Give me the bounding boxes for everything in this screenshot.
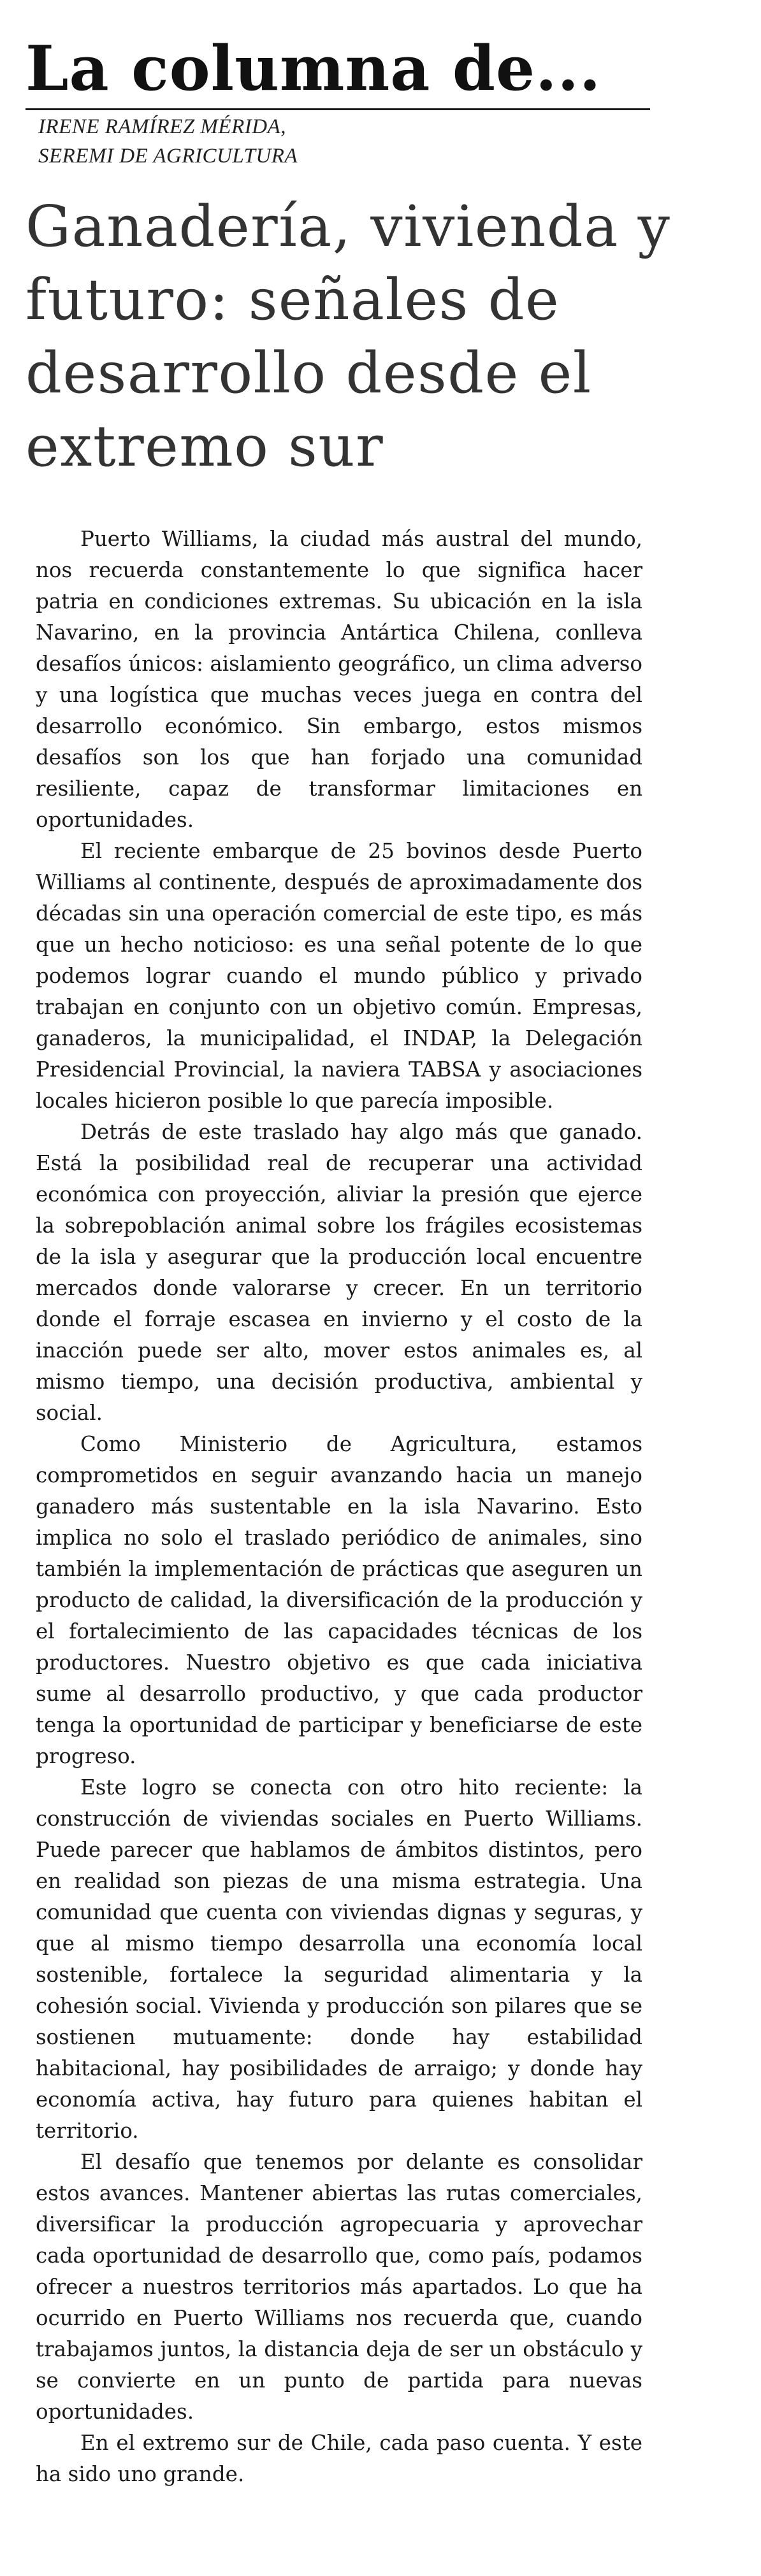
- author-role: SEREMI DE AGRICULTURA: [38, 145, 298, 168]
- title-rule: [25, 108, 650, 110]
- article-body: [36, 524, 642, 2490]
- author-name: IRENE RAMÍREZ MÉRIDA,: [38, 115, 286, 138]
- article-paragraph-6: El desafío que tenemos por delante es consolidar estos avances. Mantener abiertas las rutas comerciales, diversificar la producción agropecuaria y aprovechar cada oportunidad de desarrollo que, como país, podamos ofrecer a nuestros territorios más apartados. Lo que ha ocurrido en Puerto Williams nos recuerda que, cuando trabajamos juntos, la distancia deja de ser un obstáculo y se convierte en un punto de partida para nuevas oportunidades.: [36, 2150, 642, 2424]
- article-paragraph-7: En el extremo sur de Chile, cada paso cuenta. Y este ha sido uno grande.: [36, 2431, 642, 2486]
- section-title: La columna de...: [25, 32, 602, 104]
- article-paragraph-1: Puerto Williams, la ciudad más austral del mundo, nos recuerda constantemente lo que significa hacer patria en condiciones extremas. Su ubicación en la isla Navarino, en la provincia Antártica Chilena, conlleva desafíos únicos: aislamiento geográfico, un clima adverso y una logística que muchas veces juega en contra del desarrollo económico. Sin embargo, estos mismos desafíos son los que han forjado una comunidad resiliente, capaz de transformar limitaciones en oportunidades.: [36, 527, 642, 832]
- article-paragraph-5: Este logro se conecta con otro hito reciente: la construcción de viviendas sociales en Puerto Williams. Puede parecer que hablamos de ámbitos distintos, pero en realidad son piezas de una misma estrategia. Una comunidad que cuenta con viviendas dignas y seguras, y que al mismo tiempo desarrolla una economía local sostenible, fortalece la seguridad alimentaria y la cohesión social. Vivienda y producción son pilares que se sostienen mutuamente: donde hay estabilidad habitacional, hay posibilidades de arraigo; y donde hay economía activa, hay futuro para quienes habitan el territorio.: [36, 1775, 642, 2143]
- author-block: [38, 112, 298, 171]
- article-paragraph-4: Como Ministerio de Agricultura, estamos comprometidos en seguir avanzando hacia un manejo ganadero más sustentable en la isla Navarino. Esto implica no solo el traslado periódico de animales, sino también la implementación de prácticas que aseguren un producto de calidad, la diversificación de la producción y el fortalecimiento de las capacidades técnicas de los productores. Nuestro objetivo es que cada iniciativa sume al desarrollo productivo, y que cada productor tenga la oportunidad de participar y beneficiarse de este progreso.: [36, 1432, 642, 1768]
- article-paragraph-2: El reciente embarque de 25 bovinos desde Puerto Williams al continente, después de aproximadamente dos décadas sin una operación comercial de este tipo, es más que un hecho noticioso: es una señal potente de lo que podemos lograr cuando el mundo público y privado trabajan en conjunto con un objetivo común. Empresas, ganaderos, la municipalidad, el INDAP, la Delegación Presidencial Provincial, la naviera TABSA y asociaciones locales hicieron posible lo que parecía imposible.: [36, 839, 642, 1113]
- article-headline: Ganadería, vivienda y futuro: señales de desarrollo desde el extremo sur: [25, 193, 671, 479]
- article-paragraph-3: Detrás de este traslado hay algo más que ganado. Está la posibilidad real de recuperar una actividad económica con proyección, aliviar la presión que ejerce la sobrepoblación animal sobre los frágiles ecosistemas de la isla y asegurar que la producción local encuentre mercados donde valorarse y crecer. En un territorio donde el forraje escasea en invierno y el costo de la inacción puede ser alto, mover estos animales es, al mismo tiempo, una decisión productiva, ambiental y social.: [36, 1120, 642, 1425]
